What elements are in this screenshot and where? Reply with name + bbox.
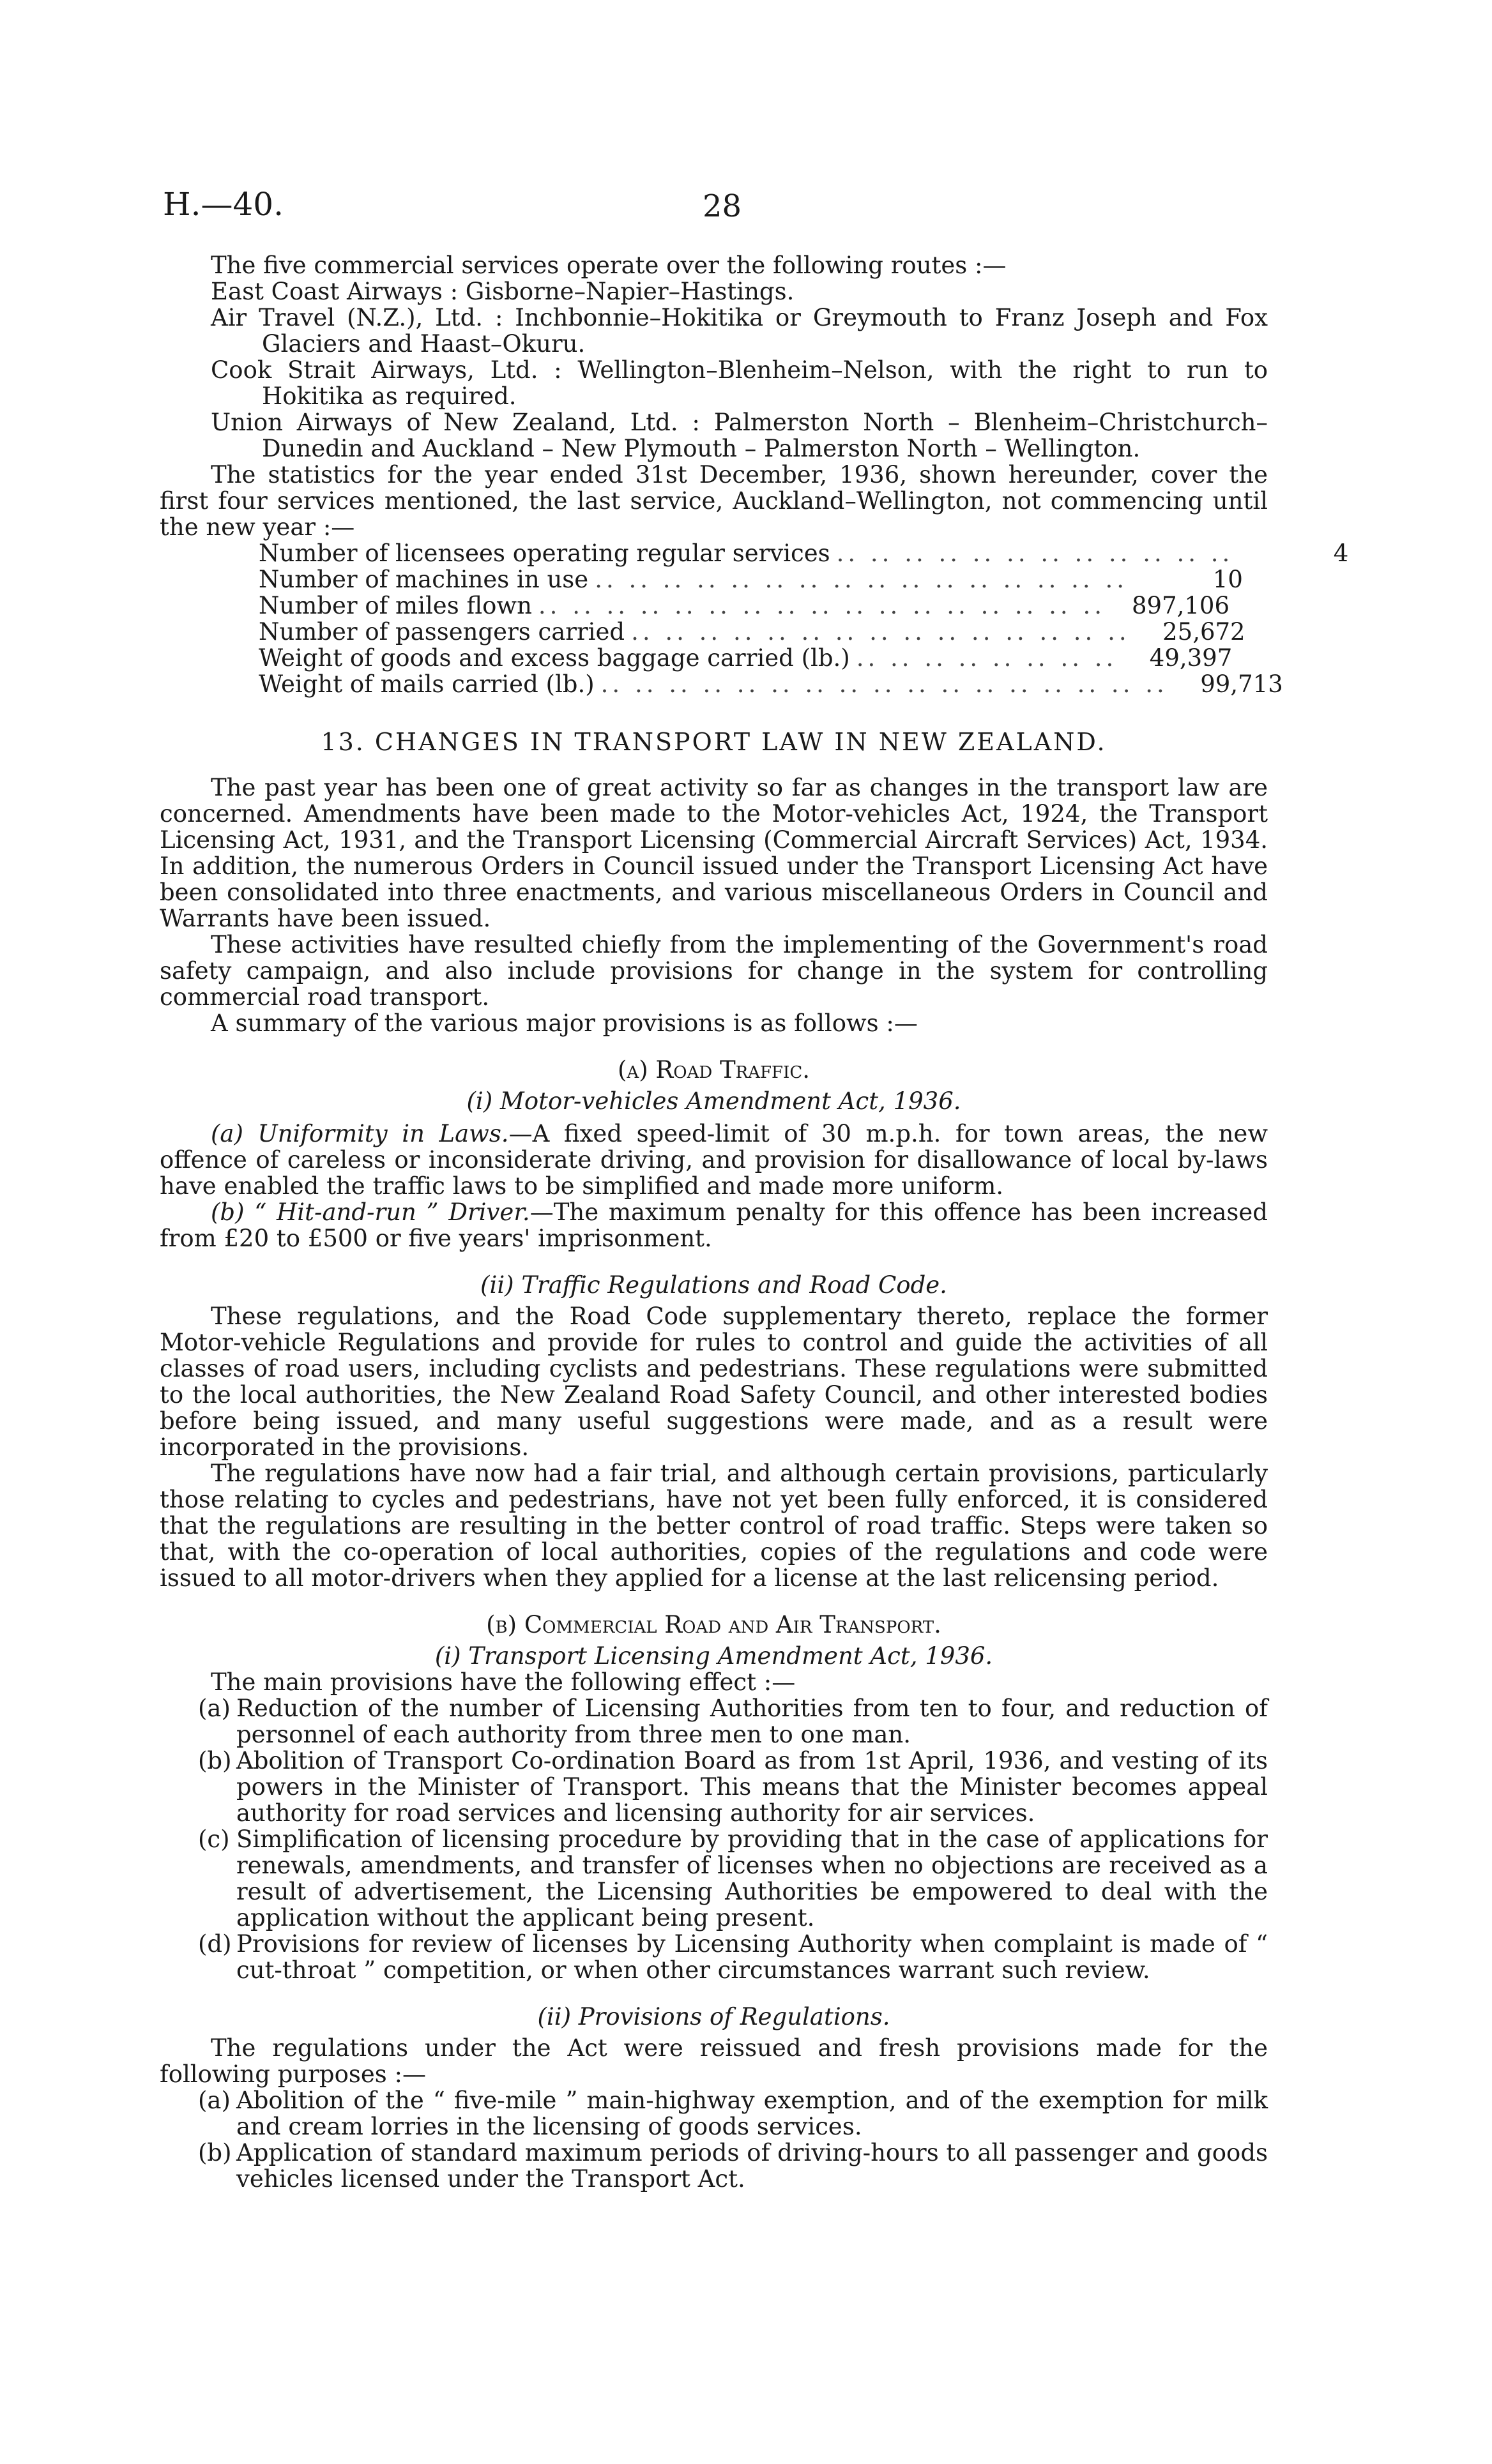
paragraph: The past year has been one of great activity so far as changes in the transport law are concerned. Amendments have been made to the Motor-vehicles Act, 1924, the Transport Licensing Act, 1931, and the Transport Licensing (Commercial Aircraft Services) Act, 1934. In addition, the numerous Orders in Council issued under the Transport Licensing Act have been consolidated into three enactments, and various miscellaneous Orders in Council and Warrants have been issued. — [160, 774, 1268, 932]
paragraph-lead: (b) “ Hit-and-run ” Driver. — [211, 1198, 530, 1226]
statistics-intro: The statistics for the year ended 31st December, 1936, shown hereunder, cover the first four services mentioned, the last service, Auckland–Wellington, not commencing until the new year :— — [160, 461, 1268, 541]
document-reference: H.—40. — [163, 186, 284, 223]
routes-intro: The five commercial services operate over the following routes :— — [211, 252, 1007, 279]
list-item — [198, 1931, 1268, 1983]
statistics-table — [259, 540, 1349, 698]
paragraph: A summary of the various major provisions is as follows :— — [211, 1009, 918, 1037]
stat-row — [259, 618, 1245, 646]
paragraph: The regulations have now had a fair trial, and although certain provisions, particularly those relating to cycles and pedestrians, have not yet been fully enforced, it is considered that the regulations are resulting in the better control of road traffic. Steps were taken so that, with the co-operation of local authorities, copies of the regulations and code were issued to all motor-drivers when they applied for a license at the last relicensing period. — [160, 1460, 1268, 1592]
list-marker: (d) — [198, 1930, 232, 1958]
stat-label: Number of passengers carried — [259, 618, 625, 646]
subsection-title: (i) Motor-vehicles Amendment Act, 1936. — [466, 1087, 961, 1115]
paragraph — [160, 1121, 1268, 1199]
leader-dots: .. .. .. .. .. .. .. .. .. .. .. .. — [836, 540, 1234, 567]
subsection-heading: (b) Commercial Road and Air Transport. — [486, 1611, 941, 1638]
stat-value: 4 — [1333, 540, 1349, 567]
paragraph: The regulations under the Act were reissued and fresh provisions made for the following purposes :— — [160, 2034, 1268, 2088]
route-item: Air Travel (N.Z.), Ltd. : Inchbonnie–Hokitika or Greymouth to Franz Joseph and Fox Glaciers and Haast–Okuru. — [211, 304, 1268, 358]
paragraph: These regulations, and the Road Code supplementary thereto, replace the former Motor-vehicle Regulations and provide for rules to control and guide the activities of all classes of road users, including cyclists and pedestrians. These regulations were submitted to the local authorities, the New Zealand Road Safety Council, and other interested bodies before being issued, and many useful suggestions were made, and as a result were incorporated in the provisions. — [160, 1303, 1268, 1461]
route-item: Union Airways of New Zealand, Ltd. : Palmerston North – Blenheim–Christchurch–Dunedin and Auckland – New Plymouth – Palmerston North – Wellington. — [211, 409, 1268, 462]
leader-dots: .. .. .. .. .. .. .. .. .. .. .. .. .. .. .. — [631, 618, 1130, 646]
main-text-column — [160, 252, 1349, 2193]
paragraph-lead: (a) Uniformity in Laws. — [211, 1120, 509, 1147]
list-text: Provisions for review of licenses by Licensing Authority when complaint is made of “ cut-throat ” competition, or when other circumstances warrant such review. — [236, 1930, 1268, 1984]
list-item — [198, 2087, 1268, 2140]
stat-row — [259, 670, 1283, 698]
list-item — [198, 1748, 1268, 1826]
leader-dots: .. .. .. .. .. .. .. .. .. .. .. .. .. .. .. .. — [595, 566, 1128, 593]
list-item — [198, 2140, 1268, 2192]
route-item: East Coast Airways : Gisborne–Napier–Hastings. — [211, 278, 795, 305]
subsection-title: (ii) Traffic Regulations and Road Code. — [480, 1271, 947, 1299]
stat-row — [259, 644, 1233, 672]
paragraph: The main provisions have the following effect :— — [211, 1668, 796, 1696]
stat-value: 10 — [1212, 566, 1243, 593]
list-item — [198, 1695, 1268, 1748]
list-item — [198, 1826, 1268, 1931]
list-text: Simplification of licensing procedure by providing that in the case of applications for renewals, amendments, and transfer of licenses when no objections are received as a result of advertisement, the Licensing Authorities be empowered to deal with the application without the applicant being present. — [236, 1825, 1268, 1931]
list-marker: (c) — [198, 1825, 230, 1853]
stat-value: 99,713 — [1200, 670, 1283, 698]
leader-dots: .. .. .. .. .. .. .. .. .. .. .. .. .. .. .. .. .. — [538, 592, 1106, 619]
list-marker: (a) — [198, 1695, 231, 1722]
stat-row — [259, 566, 1243, 593]
stat-label: Number of machines in use — [259, 566, 589, 593]
list-marker: (b) — [198, 2139, 232, 2166]
section-heading: 13. CHANGES IN TRANSPORT LAW IN NEW ZEALAND. — [321, 728, 1107, 756]
stat-value: 25,672 — [1162, 618, 1245, 646]
stat-label: Number of licensees operating regular services — [259, 540, 830, 567]
page-number: 28 — [703, 188, 742, 224]
stat-label: Number of miles flown — [259, 592, 532, 619]
list-text: Reduction of the number of Licensing Authorities from ten to four, and reduction of personnel of each authority from three men to one man. — [236, 1695, 1268, 1748]
paragraph — [160, 1199, 1268, 1251]
list-text: Abolition of Transport Co-ordination Board as from 1st April, 1936, and vesting of its powers in the Minister of Transport. This means that the Minister becomes appeal authority for road services and licensing authority for air services. — [236, 1747, 1268, 1827]
paragraph-body: —A fixed speed-limit of 30 m.p.h. for town areas, the new offence of careless or inconsiderate driving, and provision for disallowance of local by-laws have enabled the traffic laws to be simplified and made more uniform. — [160, 1120, 1268, 1200]
subsection-title: (ii) Provisions of Regulations. — [537, 2003, 890, 2030]
leader-dots: .. .. .. .. .. .. .. .. — [856, 644, 1118, 672]
stat-row — [259, 593, 1229, 619]
stat-label: Weight of goods and excess baggage carried (lb.) — [259, 644, 850, 672]
subsection-title: (i) Transport Licensing Amendment Act, 1936. — [434, 1642, 993, 1670]
list-marker: (a) — [198, 2087, 231, 2114]
stat-value: 49,397 — [1149, 644, 1233, 672]
route-item: Cook Strait Airways, Ltd. : Wellington–Blenheim–Nelson, with the right to run to Hokitika as required. — [211, 356, 1268, 410]
stat-value: 897,106 — [1131, 592, 1229, 619]
leader-dots: .. .. .. .. .. .. .. .. .. .. .. .. .. .. .. .. .. — [600, 670, 1168, 698]
list-text: Application of standard maximum periods of driving-hours to all passenger and goods vehicles licensed under the Transport Act. — [236, 2139, 1268, 2193]
subsection-heading: (a) Road Traffic. — [617, 1056, 810, 1084]
stat-label: Weight of mails carried (lb.) — [259, 670, 595, 698]
stat-row — [259, 540, 1349, 567]
list-text: Abolition of the “ five-mile ” main-highway exemption, and of the exemption for milk and cream lorries in the licensing of goods services. — [236, 2087, 1268, 2140]
paragraph: These activities have resulted chiefly from the implementing of the Government's road safety campaign, and also include provisions for change in the system for controlling commercial road transport. — [160, 931, 1268, 1011]
list-marker: (b) — [198, 1747, 232, 1774]
paragraph-body: —The maximum penalty for this offence has been increased from £20 to £500 or five years' imprisonment. — [160, 1198, 1268, 1252]
